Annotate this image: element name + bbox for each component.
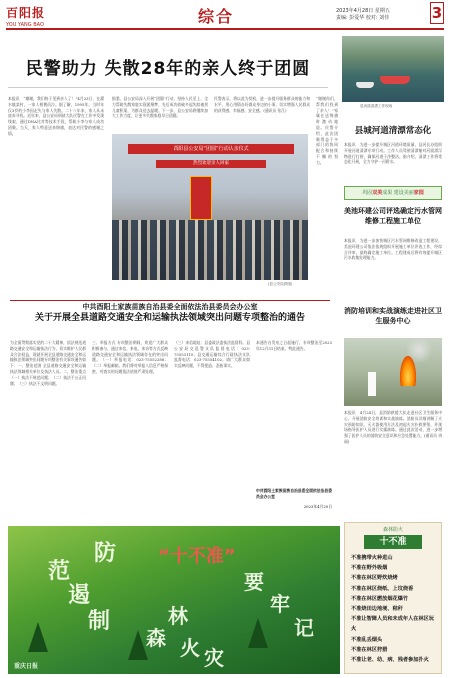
ten-prohibitions-box: [344, 522, 442, 674]
silk-banner: [190, 176, 212, 220]
logo-main-text: 百阳报: [6, 6, 46, 20]
tree-shape-2: [128, 630, 148, 660]
poster-signature: 重庆日报: [14, 663, 39, 670]
masthead: [6, 4, 444, 30]
logo-sub-text: YOU YANG BAO: [6, 22, 44, 28]
prohibition-item: 不准烧田边地埂、秸秆: [351, 606, 403, 613]
prohibitions-list: [345, 551, 441, 667]
notice-title[interactable]: 关于开展全县道路交通安全和运输执法领域突出问题专项整治的通告: [34, 313, 305, 323]
notice-col2: 三、举报方式 专项整治期间，欢迎广大群众积极参与，通过来信、来电、来访等方式反映道路交通安全和运输执法领域存在的突出问题。（一）举报电话：023-75552288；（二）举报邮箱。我们将对举报人信息严格保密，对查实的问题依法依规严肃处理。: [92, 340, 168, 374]
newspaper-logo: [6, 4, 58, 28]
prohibitions-title: 十不准: [364, 535, 422, 549]
editors: 责编: 彭爱华 校对: 刘佳: [336, 15, 390, 21]
sewage-article: 本报讯 为进一步加快城区污水管网维修改造工程建设，美池环建公司依法依规组织开展施工单位评选工作，经综合评审，最终确定施工单位。工程建成后将有效提升城区污水收集处理能力。: [344, 238, 442, 261]
notice-sign-date: 2023年4月20日: [303, 504, 332, 509]
lead-article-col1: 本报讯 “谢谢，我们终于见到亲人了！”4月23日，在濯水镇某村，一家人相拥而泣。据了解，1995年，当时年仅3岁的小李因走失与家人失散。二十八年来，家人从未放弃寻找。近年来，县公安局刑侦大队民警在工作中发现线索，通过DNA比对等技术手段，帮助小李与家人成功团聚。当天，家人特意送来锦旗，表达对民警的感谢之情。: [8, 96, 104, 136]
photo-banner-2: 热烈欢迎亲人回家: [156, 160, 266, 168]
green-slogan-banner: [344, 186, 442, 200]
poster-char-2: 范: [48, 559, 71, 584]
prohibition-item: 不准在林区野炊烧烤: [351, 575, 398, 582]
people-group: [112, 220, 308, 280]
poster-char-1: 防: [94, 541, 117, 566]
notice-organization: 中共酉阳土家族苗族自治县委全面依法治县委员会办公室: [82, 303, 258, 311]
poster-char-7: 火: [180, 636, 200, 660]
poster-char-3: 遏: [68, 583, 91, 608]
poster-word-right-3: 记: [294, 616, 314, 640]
river-headline[interactable]: 县城河道清漂常态化: [354, 126, 432, 136]
notice-col3: （三）来信地址：县委政法委执法监督科。县公安局交巡警支队监督电话：023-75553110；县交通运输综合行政执法支队监督电话：023-75554102。请广大群众如实反映问题，不得捏造、歪曲事实。: [174, 340, 250, 369]
lead-article-col4: “谢谢你们，帮我们找到了亲人！”家属在送锦旗时激动地说。民警介绍，此次团聚得益于多部门的协同配合和持续不懈的努力。: [316, 96, 338, 165]
cleanup-boat: [380, 76, 410, 84]
issue-date: 2023年4月28日 星期五: [336, 8, 390, 14]
forest-fire-poster[interactable]: [8, 526, 340, 674]
slogan-tail: 家园: [413, 190, 424, 196]
prohibition-item: 不准让老、幼、病、残者参加扑火: [351, 657, 429, 664]
lead-headline[interactable]: 民警助力 失散28年的亲人终于团圆: [25, 59, 311, 79]
lead-headline-block: [8, 54, 328, 88]
poster-word-right-2: 牢: [270, 592, 290, 616]
slogan-highlight: 双美: [372, 190, 383, 196]
lead-article-col3: 民警表示，将以此为契机，进一步提升服务群众的能力和水平，用心用情办好群众身边的小事，切实增强人民群众的获得感、幸福感、安全感。(通讯员 张江): [214, 96, 310, 113]
page-number: 3: [431, 4, 443, 22]
drill-participant: [368, 372, 376, 396]
slogan-prefix: 巩固: [362, 190, 373, 196]
reunion-photo[interactable]: [112, 134, 308, 280]
prohibitions-subtitle: 森林防火: [382, 527, 403, 533]
lead-article-col2: 据悉，县公安局深入开展“团圆”行动，坚持人民至上，全力帮助失散家庭实现团聚梦，先后成功侦破多起失踪被拐儿童积案，为群众送去温暖。下一步，县公安局将继续加大工作力度，让更多失散家庭早日团圆。: [112, 96, 208, 119]
notice-col4: 本通告自发布之日起施行，专项整治至2023年12月31日结束。特此通告。: [256, 340, 332, 351]
date-line: [336, 8, 426, 22]
poster-char-8: 灾: [204, 646, 224, 670]
river-cleanup-photo[interactable]: [342, 36, 444, 102]
prohibition-item: 不准乱丢烟头: [351, 636, 383, 643]
notice-col1: 为全面贯彻落实党的二十大精神，依法规范道路交通安全和运输执法行为，切实维护人民群众合法权益，现就开展全县道路交通安全和运输执法领域突出问题专项整治有关事项通告如下：一、整治范围 全县道路交通安全和运输执法领域相关单位及执法人员。二、整治重点 （一）执法不规范问题；（二）执法不公正问题；（三）执法不文明问题。: [10, 340, 86, 386]
river-article: 本报讯 为进一步提升城区河道环境质量，县河长办组织开展河道清漂专项行动。工作人员驾驶清漂船对河面漂浮物进行打捞，确保河道干净整洁。据介绍，清漂工作将常态化开展，全力守护一河碧水。: [344, 142, 442, 165]
river-photo-caption: 县河道清漂工作现场: [360, 104, 393, 108]
fire-drill-photo[interactable]: [344, 338, 442, 406]
prohibition-item: 不准在野外吸烟: [351, 565, 388, 572]
poster-char-4: 制: [88, 609, 111, 634]
poster-quote-word: “十不准”: [158, 546, 236, 567]
fire-flame: [400, 356, 416, 386]
prohibition-item: 不准携带火种进山: [351, 555, 393, 561]
poster-char-6: 林: [168, 604, 188, 628]
poster-char-5: 森: [146, 626, 166, 650]
second-boat: [356, 82, 374, 88]
tree-shape-1: [28, 622, 48, 652]
poster-word-right-1: 要: [244, 570, 264, 594]
photo-banner-1: 酉阳县公安局“团圆”行动认亲仪式: [128, 144, 294, 154]
prohibition-item: 不准让智障人员和未成年人在林区玩火: [351, 616, 435, 633]
notice-signature: 中共酉阳土家族苗族自治县委全面依法治县委员会办公室: [256, 488, 332, 499]
section-title: 综合: [198, 7, 235, 26]
sewage-headline[interactable]: 美池环建公司评选确定污水管网维修工程施工单位: [344, 207, 442, 225]
tree-shape-3: [248, 618, 268, 648]
reunion-photo-caption: (县公安局供图): [268, 282, 293, 286]
prohibition-item: 不准在林区烧纸、上坟烧香: [351, 585, 414, 592]
notice-divider: [10, 300, 330, 301]
prohibition-item: 不准在林区燃放烟花爆竹: [351, 595, 409, 602]
slogan-suffix: 成果 建设美丽: [382, 190, 414, 196]
fire-drill-headline[interactable]: 消防培训和实战演练走进社区卫生服务中心: [344, 307, 442, 325]
prohibition-item: 不准在林区狩猎: [351, 646, 388, 653]
fire-drill-article: 本报讯 4月24日，县消防救援大队走进社区卫生服务中心，开展消防安全培训和实战演练。消防员详细讲解了火灾预防知识、灭火器使用方法及初起火灾扑救要领，并现场指导医护人员进行实操演练。通过此次活动，进一步增强了医护人员的消防安全意识和应急处置能力。(通讯员 冉丽): [344, 410, 442, 444]
